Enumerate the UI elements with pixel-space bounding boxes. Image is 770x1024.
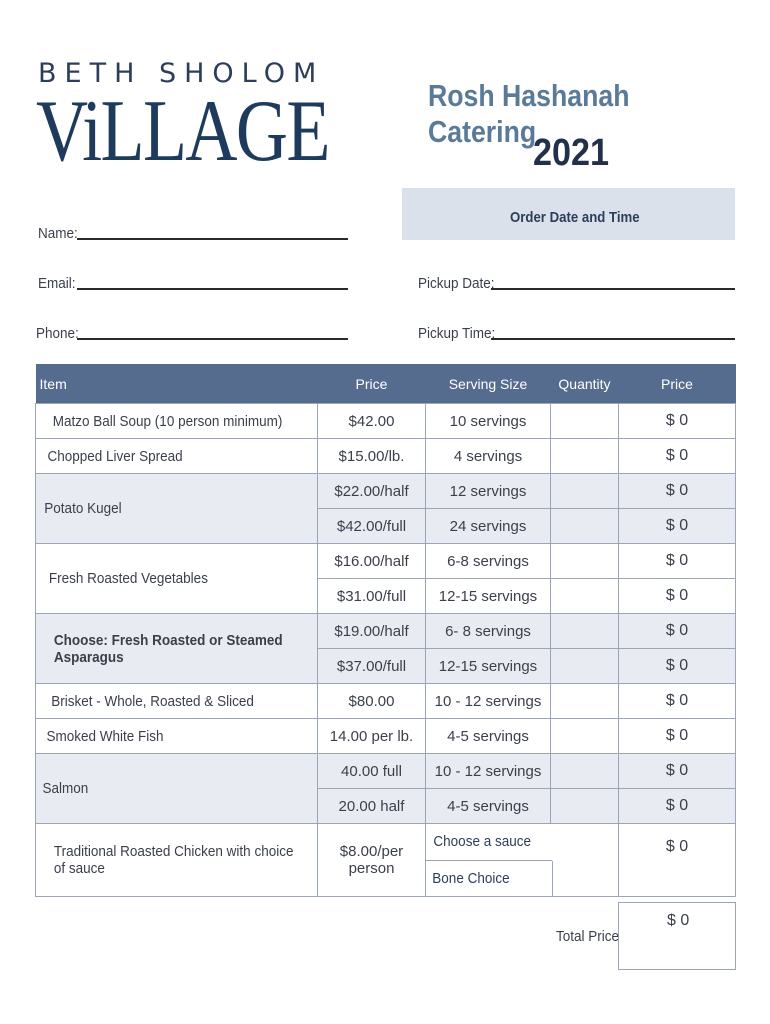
row-total: $ 0 xyxy=(619,789,736,824)
row-total: $ 0 xyxy=(619,544,736,579)
item-cell: Potato Kugel xyxy=(36,474,318,544)
item-cell: Traditional Roasted Chicken with choice of sauce xyxy=(36,824,318,897)
header-item: Item xyxy=(36,364,318,404)
quantity-input[interactable] xyxy=(551,614,619,649)
quantity-input[interactable] xyxy=(551,544,619,579)
table-row xyxy=(36,544,736,579)
quantity-input[interactable] xyxy=(551,684,619,719)
sauce-label: Choose a sauce xyxy=(426,824,552,861)
phone-field[interactable] xyxy=(77,338,348,340)
header-price: Price xyxy=(318,364,426,404)
quantity-input[interactable] xyxy=(551,509,619,544)
quantity-input[interactable] xyxy=(551,754,619,789)
total-label: Total Price xyxy=(556,928,620,945)
header-quantity: Quantity xyxy=(551,364,619,404)
serving-cell: 4 servings xyxy=(426,439,551,474)
price-cell: $80.00 xyxy=(318,684,426,719)
serving-cell: 12-15 servings xyxy=(426,649,551,684)
price-cell: $15.00/lb. xyxy=(318,439,426,474)
email-label: Email: xyxy=(38,275,76,292)
serving-cell: 12-15 servings xyxy=(426,579,551,614)
table-row xyxy=(36,754,736,789)
page-title: Rosh Hashanah Catering xyxy=(428,78,630,149)
price-cell: 40.00 full xyxy=(318,754,426,789)
item-cell: Smoked White Fish xyxy=(36,719,318,754)
serving-cell: 24 servings xyxy=(426,509,551,544)
serving-cell: 12 servings xyxy=(426,474,551,509)
row-total: $ 0 xyxy=(619,649,736,684)
table-row xyxy=(36,474,736,509)
row-total: $ 0 xyxy=(619,614,736,649)
name-label: Name: xyxy=(38,225,78,242)
table-row xyxy=(36,824,736,897)
row-total: $ 0 xyxy=(619,824,736,897)
quantity-input[interactable] xyxy=(551,404,619,439)
row-total: $ 0 xyxy=(619,579,736,614)
item-cell: Fresh Roasted Vegetables xyxy=(36,544,318,614)
price-cell: $31.00/full xyxy=(318,579,426,614)
logo-main-text: ViLLAGE xyxy=(36,83,329,180)
table-row xyxy=(36,719,736,754)
page-year: 2021 xyxy=(533,132,610,174)
table-row xyxy=(36,614,736,649)
order-date-label: Order Date and Time xyxy=(510,209,640,226)
price-cell: $42.00/full xyxy=(318,509,426,544)
sauce-cell xyxy=(426,824,619,897)
total-value: $ 0 xyxy=(667,912,690,929)
row-total: $ 0 xyxy=(619,719,736,754)
price-cell: $8.00/per person xyxy=(318,824,426,897)
serving-cell: 10 - 12 servings xyxy=(426,684,551,719)
price-cell: $42.00 xyxy=(318,404,426,439)
phone-label: Phone: xyxy=(36,325,79,342)
price-cell: 20.00 half xyxy=(318,789,426,824)
serving-cell: 10 servings xyxy=(426,404,551,439)
pickup-time-field[interactable] xyxy=(491,338,735,340)
table-header-row xyxy=(36,364,736,404)
price-cell: $19.00/half xyxy=(318,614,426,649)
quantity-input[interactable] xyxy=(551,474,619,509)
quantity-input[interactable] xyxy=(551,789,619,824)
pickup-date-label: Pickup Date: xyxy=(418,275,495,292)
email-field[interactable] xyxy=(77,288,348,290)
catering-table xyxy=(35,364,736,897)
table-row xyxy=(36,439,736,474)
table-row xyxy=(36,684,736,719)
serving-cell: 6- 8 servings xyxy=(426,614,551,649)
quantity-input[interactable] xyxy=(551,579,619,614)
item-cell: Brisket - Whole, Roasted & Sliced xyxy=(36,684,318,719)
row-total: $ 0 xyxy=(619,684,736,719)
item-cell: Matzo Ball Soup (10 person minimum) xyxy=(36,404,318,439)
table-row xyxy=(36,404,736,439)
price-cell: $37.00/full xyxy=(318,649,426,684)
item-cell: Chopped Liver Spread xyxy=(36,439,318,474)
name-field[interactable] xyxy=(77,238,348,240)
item-cell: Salmon xyxy=(36,754,318,824)
row-total: $ 0 xyxy=(619,754,736,789)
pickup-date-field[interactable] xyxy=(491,288,735,290)
row-total: $ 0 xyxy=(619,474,736,509)
row-total: $ 0 xyxy=(619,404,736,439)
row-total: $ 0 xyxy=(619,439,736,474)
logo-top-text: BETH SHOLOM xyxy=(38,58,325,89)
quantity-input[interactable] xyxy=(551,649,619,684)
price-cell: $16.00/half xyxy=(318,544,426,579)
quantity-input[interactable] xyxy=(551,719,619,754)
item-cell: Choose: Fresh Roasted or Steamed Asparagus xyxy=(36,614,318,684)
serving-cell: 10 - 12 servings xyxy=(426,754,551,789)
serving-cell: 6-8 servings xyxy=(426,544,551,579)
header-total-price: Price xyxy=(619,364,736,404)
row-total: $ 0 xyxy=(619,509,736,544)
header-serving-size: Serving Size xyxy=(426,364,551,404)
sauce-select[interactable]: Bone Choice xyxy=(426,861,553,897)
price-cell: 14.00 per lb. xyxy=(318,719,426,754)
serving-cell: 4-5 servings xyxy=(426,719,551,754)
price-cell: $22.00/half xyxy=(318,474,426,509)
pickup-time-label: Pickup Time: xyxy=(418,325,496,342)
serving-cell: 4-5 servings xyxy=(426,789,551,824)
quantity-input[interactable] xyxy=(551,439,619,474)
